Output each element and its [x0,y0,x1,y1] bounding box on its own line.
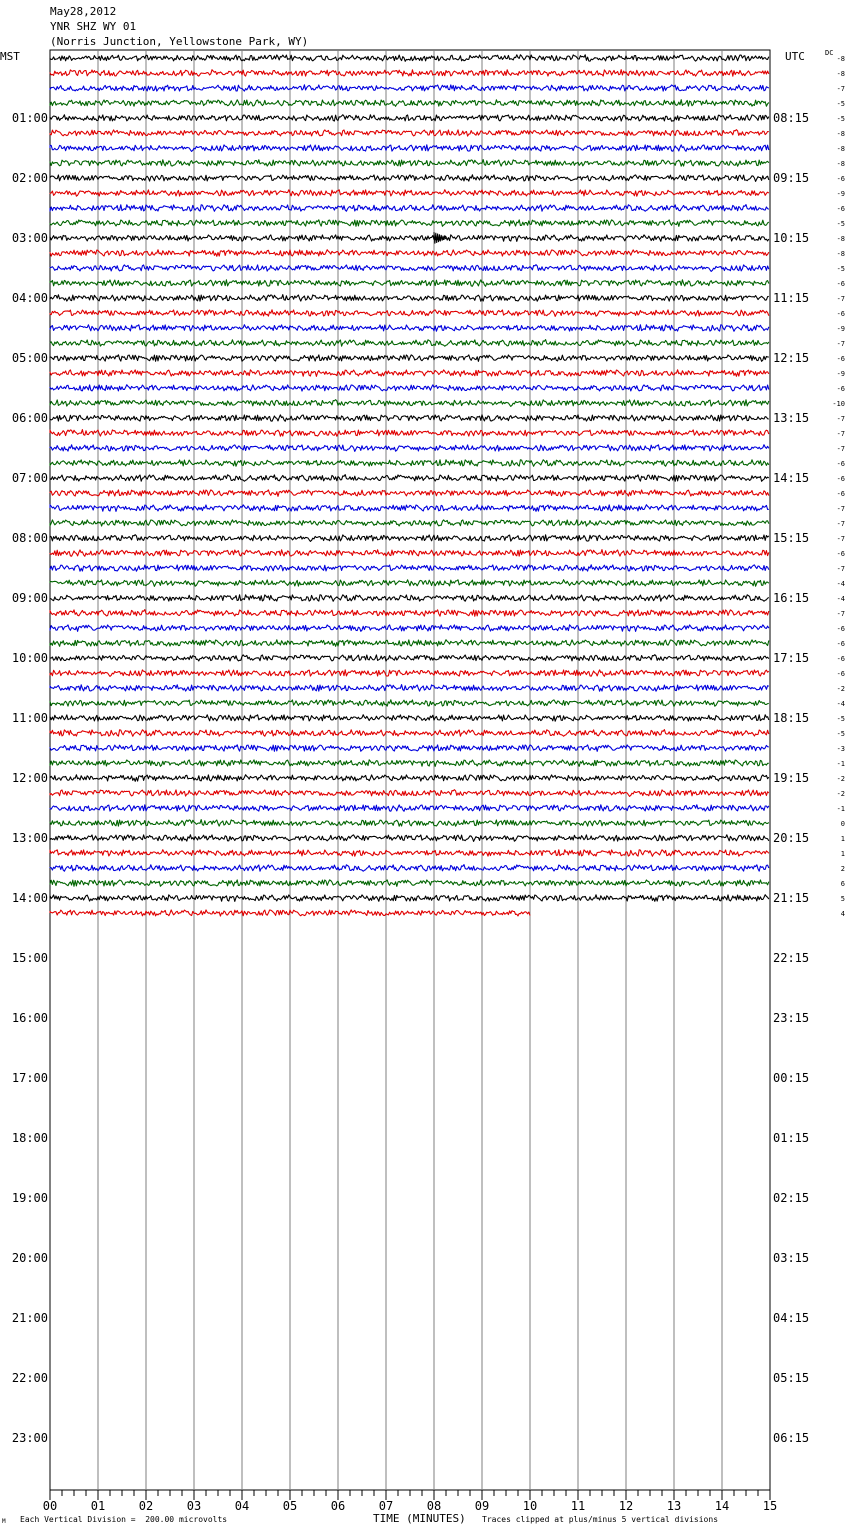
mst-hour-label: 06:00 [11,411,48,425]
dc-offset-value: -8 [836,55,845,63]
station-code: YNR SHZ WY 01 [50,20,137,33]
minute-tick-label: 12 [618,1499,634,1513]
dc-offset-value: -6 [836,280,845,288]
seismic-trace [50,820,769,827]
scale-note: Each Vertical Division = 200.00 microvolts [20,1515,228,1524]
dc-offset-value: 2 [840,865,845,873]
utc-hour-label: 09:15 [773,171,810,185]
mst-hour-label: 01:00 [11,111,48,125]
utc-hour-label: 10:15 [773,231,810,245]
seismic-trace [50,370,769,377]
minute-tick-label: 03 [186,1499,202,1513]
utc-hour-label: 16:15 [773,591,810,605]
clip-note: Traces clipped at plus/minus 5 vertical divisions [482,1515,719,1524]
seismic-trace [50,535,769,542]
dc-offset-value: -7 [836,430,845,438]
minute-tick-label: 05 [282,1499,298,1513]
dc-offset-value: -5 [836,220,845,228]
seismic-trace [50,550,769,557]
left-timezone-label: MST [0,50,20,63]
seismic-trace [50,115,769,122]
mst-hour-label: 05:00 [11,351,48,365]
dc-offset-value: -9 [836,370,845,378]
seismic-trace [50,265,769,272]
mst-hour-label: 02:00 [11,171,48,185]
minute-tick-label: 09 [474,1499,490,1513]
utc-hour-label: 03:15 [773,1251,810,1265]
dc-offset-value: -7 [836,295,845,303]
minute-tick-label: 04 [234,1499,250,1513]
utc-hour-label: 11:15 [773,291,810,305]
seismic-trace [50,295,769,302]
seismic-trace [50,865,769,872]
utc-hour-label: 19:15 [773,771,810,785]
dc-offset-value: -7 [836,520,845,528]
seismic-trace [50,805,769,812]
dc-offset-value: 0 [840,820,845,828]
utc-hour-label: 01:15 [773,1131,810,1145]
seismic-trace [50,355,769,362]
dc-offset-value: -4 [836,580,845,588]
seismic-trace [50,325,769,332]
seismic-trace [50,415,769,422]
seismic-trace [50,220,769,227]
dc-offset-value: -2 [836,790,845,798]
seismic-trace [50,430,769,437]
seismic-trace [50,580,769,587]
seismic-trace [50,55,769,62]
dc-offset-header: DC [825,49,834,57]
dc-offset-value: 4 [840,910,845,918]
dc-offset-value: -7 [836,535,845,543]
dc-offset-value: -7 [836,340,845,348]
dc-offset-value: -6 [836,385,845,393]
seismic-trace [50,730,769,737]
seismic-trace [50,565,769,571]
mst-hour-label: 09:00 [11,591,48,605]
mst-hour-label: 21:00 [11,1311,48,1325]
seismic-trace [50,685,769,692]
dc-offset-value: -1 [836,805,845,813]
utc-hour-label: 22:15 [773,951,810,965]
dc-offset-value: -10 [832,400,845,408]
seismic-trace [50,400,769,407]
utc-hour-label: 21:15 [773,891,810,905]
dc-offset-value: -6 [836,175,845,183]
seismic-trace [50,760,769,767]
minute-tick-label: 07 [378,1499,394,1513]
dc-offset-value: -6 [836,670,845,678]
seismic-trace [50,100,769,107]
mst-hour-label: 17:00 [11,1071,48,1085]
seismic-trace [50,655,769,661]
dc-offset-value: -8 [836,160,845,168]
seismic-trace [50,790,769,797]
seismic-trace [50,190,769,197]
dc-offset-value: -6 [836,460,845,468]
mst-hour-label: 04:00 [11,291,48,305]
mst-hour-label: 11:00 [11,711,48,725]
seismic-trace [50,520,769,526]
dc-offset-value: -2 [836,685,845,693]
dc-offset-value: -6 [836,355,845,363]
dc-offset-value: -7 [836,85,845,93]
dc-offset-value: 6 [840,880,845,888]
utc-hour-label: 23:15 [773,1011,810,1025]
dc-offset-value: -9 [836,190,845,198]
utc-hour-label: 13:15 [773,411,810,425]
dc-offset-value: -8 [836,235,845,243]
mst-hour-label: 18:00 [11,1131,48,1145]
utc-hour-label: 00:15 [773,1071,810,1085]
utc-hour-label: 18:15 [773,711,810,725]
record-date: May28,2012 [50,5,117,18]
dc-offset-value: -1 [836,760,845,768]
mst-hour-label: 12:00 [11,771,48,785]
dc-offset-value: -8 [836,145,845,153]
dc-offset-value: -6 [836,640,845,648]
minute-tick-label: 02 [138,1499,154,1513]
mst-hour-label: 19:00 [11,1191,48,1205]
seismic-trace [50,670,769,677]
seismic-trace [50,715,769,722]
minute-tick-label: 01 [90,1499,106,1513]
dc-offset-value: -6 [836,655,845,663]
seismic-trace [50,595,769,602]
dc-offset-value: -7 [836,610,845,618]
mst-hour-label: 16:00 [11,1011,48,1025]
seismic-trace [50,700,769,707]
seismic-trace [50,610,769,617]
seismic-trace [50,250,769,257]
x-axis-title: TIME (MINUTES) [373,1512,466,1525]
dc-offset-value: -3 [836,745,845,753]
dc-offset-value: -7 [836,415,845,423]
dc-offset-value: -6 [836,490,845,498]
seismic-trace [50,145,769,152]
dc-offset-value: -6 [836,550,845,558]
utc-hour-label: 12:15 [773,351,810,365]
seismic-trace [50,160,769,167]
mst-hour-label: 15:00 [11,951,48,965]
mst-hour-label: 13:00 [11,831,48,845]
dc-offset-value: -4 [836,595,845,603]
mst-hour-label: 20:00 [11,1251,48,1265]
dc-offset-value: -9 [836,325,845,333]
seismic-trace [50,460,769,467]
seismic-trace [50,640,769,647]
utc-hour-label: 14:15 [773,471,810,485]
dc-offset-value: -8 [836,130,845,138]
seismic-trace [50,835,769,842]
dc-offset-value: -8 [836,250,845,258]
seismic-trace [50,85,769,91]
utc-hour-label: 04:15 [773,1311,810,1325]
seismic-event-burst [434,232,446,244]
utc-hour-label: 06:15 [773,1431,810,1445]
seismic-trace [50,775,769,782]
seismic-trace [50,895,769,902]
seismic-trace [50,490,769,496]
dc-offset-value: -6 [836,205,845,213]
utc-hour-label: 02:15 [773,1191,810,1205]
right-timezone-label: UTC [785,50,805,63]
mst-hour-label: 07:00 [11,471,48,485]
dc-offset-value: -5 [836,265,845,273]
seismic-trace [50,880,769,886]
seismic-trace [50,385,769,391]
seismic-trace [50,745,769,752]
mst-hour-label: 23:00 [11,1431,48,1445]
seismic-trace [50,280,769,287]
seismic-trace [50,850,769,857]
minute-tick-label: 15 [762,1499,778,1513]
mst-hour-label: 03:00 [11,231,48,245]
footer-mark: M [2,1518,6,1525]
dc-offset-value: -5 [836,715,845,723]
dc-offset-value: 1 [840,850,845,858]
seismic-trace [50,445,769,452]
dc-offset-value: -8 [836,70,845,78]
seismic-trace [50,70,769,77]
dc-offset-value: -7 [836,505,845,513]
utc-hour-label: 17:15 [773,651,810,665]
dc-offset-value: -6 [836,310,845,318]
seismic-trace [50,235,769,242]
minute-tick-label: 08 [426,1499,442,1513]
minute-tick-label: 06 [330,1499,346,1513]
dc-offset-value: -2 [836,775,845,783]
dc-offset-value: -6 [836,625,845,633]
mst-hour-label: 22:00 [11,1371,48,1385]
dc-offset-value: -5 [836,730,845,738]
seismic-trace [50,130,769,136]
seismic-trace [50,175,769,182]
minute-tick-label: 14 [714,1499,730,1513]
seismic-trace [50,340,769,347]
utc-hour-label: 15:15 [773,531,810,545]
dc-offset-value: -7 [836,445,845,453]
dc-offset-value: -4 [836,700,845,708]
utc-hour-label: 05:15 [773,1371,810,1385]
minute-tick-label: 00 [42,1499,58,1513]
dc-offset-value: -5 [836,100,845,108]
dc-offset-value: 1 [840,835,845,843]
mst-hour-label: 14:00 [11,891,48,905]
seismic-trace [50,625,769,632]
seismic-trace [50,475,769,482]
dc-offset-value: -6 [836,475,845,483]
seismic-trace [50,310,769,317]
dc-offset-value: 5 [840,895,845,903]
utc-hour-label: 08:15 [773,111,810,125]
station-location: (Norris Junction, Yellowstone Park, WY) [50,35,309,48]
minute-tick-label: 10 [522,1499,538,1513]
seismic-trace [50,505,769,512]
utc-hour-label: 20:15 [773,831,810,845]
dc-offset-value: -5 [836,115,845,123]
dc-offset-value: -7 [836,565,845,573]
mst-hour-label: 10:00 [11,651,48,665]
seismic-trace [50,205,769,212]
minute-tick-label: 11 [570,1499,586,1513]
minute-tick-label: 13 [666,1499,682,1513]
mst-hour-label: 08:00 [11,531,48,545]
